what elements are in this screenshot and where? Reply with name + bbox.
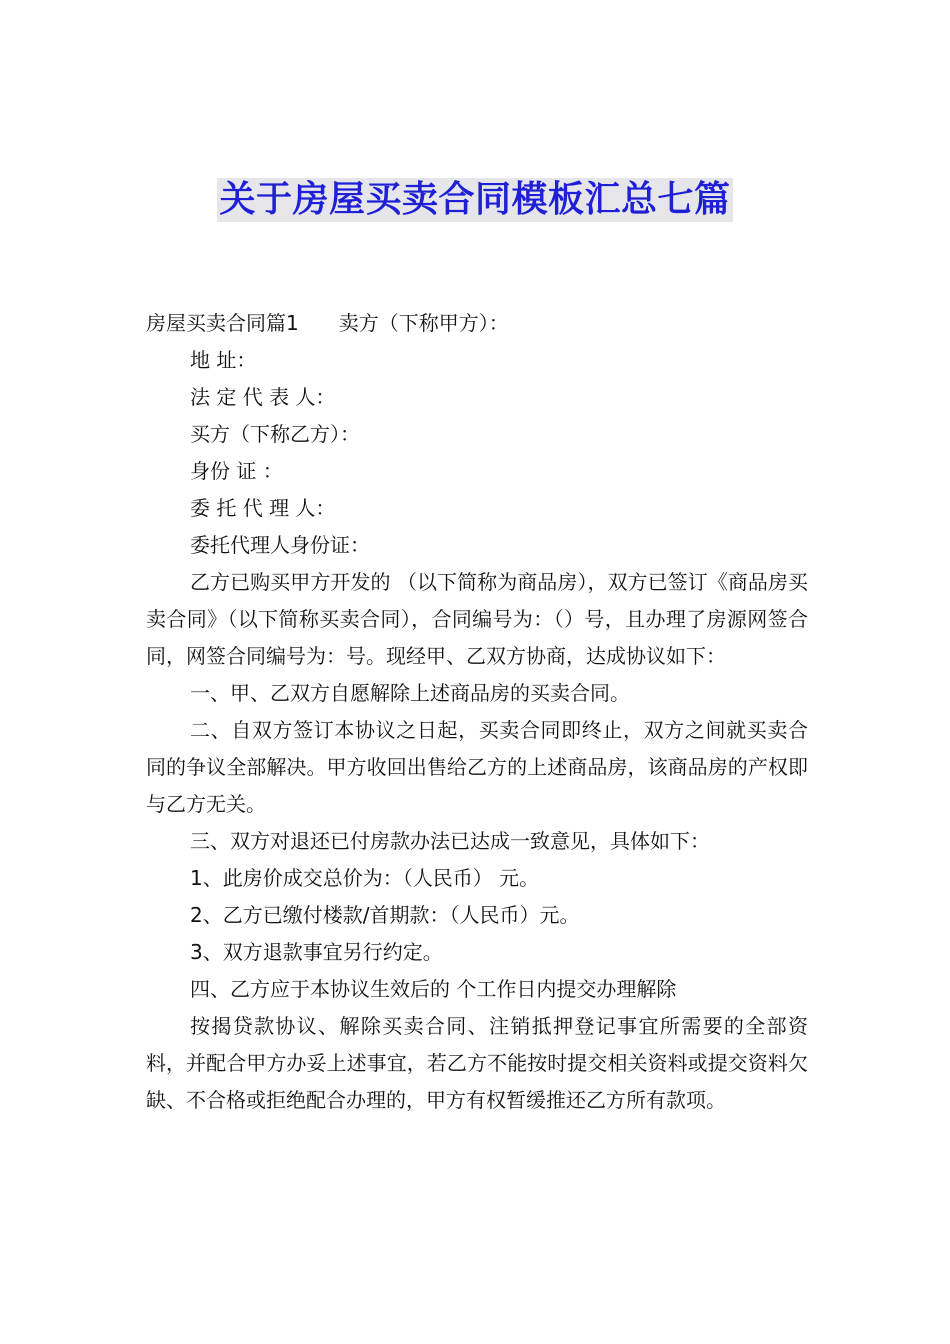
paragraph-preamble: 乙方已购买甲方开发的 （以下简称为商品房），双方已签订《商品房买卖合同》（以下简称买卖合同），合同编号为：（）号，且办理了房源网签合同，网签合同编号为：号。现经甲、乙双方协商，达成协议如下： xyxy=(146,570,808,668)
section-heading-line xyxy=(146,305,808,342)
clause-2: 二、自双方签订本协议之日起，买卖合同即终止，双方之间就买卖合同的争议全部解决。甲方收回出售给乙方的上述商品房，该商品房的产权即与乙方无关。 xyxy=(146,718,808,816)
document-body xyxy=(146,305,808,1119)
agent-field: 委 托 代 理 人： xyxy=(190,496,336,520)
clause-1: 一、甲、乙双方自愿解除上述商品房的买卖合同。 xyxy=(190,681,630,705)
buyer-field: 买方（下称乙方）： xyxy=(190,422,360,446)
id-card-field: 身份 证 ： xyxy=(190,459,283,483)
document-title: 关于房屋买卖合同模板汇总七篇 xyxy=(219,179,731,220)
clause-3-item-1: 1、此房价成交总价为：（人民币） 元。 xyxy=(190,866,540,890)
document-title-container xyxy=(0,178,950,222)
legal-rep-field: 法 定 代 表 人： xyxy=(190,385,336,409)
clause-4: 四、乙方应于本协议生效后的 个工作日内提交办理解除 xyxy=(190,977,677,1001)
clause-3-item-3: 3、双方退款事宜另行约定。 xyxy=(190,940,443,964)
clause-4-continued: 按揭贷款协议、解除买卖合同、注销抵押登记事宜所需要的全部资料，并配合甲方办妥上述事宜，若乙方不能按时提交相关资料或提交资料欠缺、不合格或拒绝配合办理的，甲方有权暂缓推还乙方所有款项。 xyxy=(146,1014,808,1112)
seller-field: 卖方（下称甲方）： xyxy=(338,311,509,335)
address-field: 地 址： xyxy=(190,348,257,372)
clause-3-item-2: 2、乙方已缴付楼款/首期款：（人民币）元。 xyxy=(190,903,580,927)
agent-id-field: 委托代理人身份证： xyxy=(190,533,370,557)
section-label: 房屋买卖合同篇1 xyxy=(146,311,299,335)
clause-3: 三、双方对退还已付房款办法已达成一致意见，具体如下： xyxy=(190,829,710,853)
